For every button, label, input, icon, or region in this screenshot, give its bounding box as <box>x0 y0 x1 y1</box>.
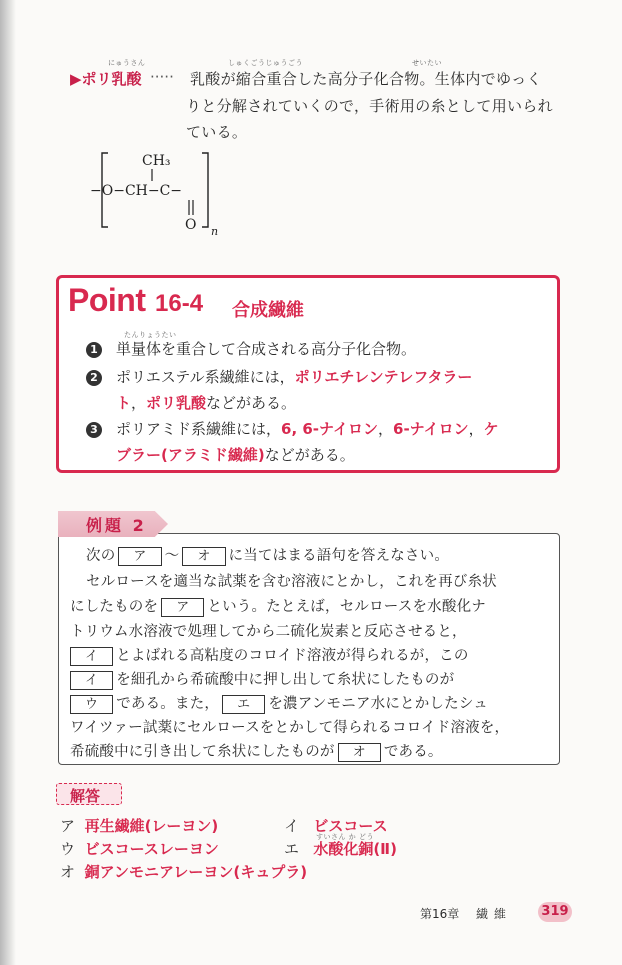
point-number: 16-4 <box>155 290 204 317</box>
point-item-3: 3 ポリアミド系繊維には，6, 6-ナイロン，6-ナイロン，ケ <box>86 418 499 439</box>
answer-o: オ 銅アンモニアレーヨン(キュプラ) <box>60 863 308 881</box>
blank-o: オ <box>182 547 225 566</box>
page-number: 319 <box>538 902 572 922</box>
answer-label: 解答 <box>70 787 101 805</box>
polylactic-acid-structure <box>90 145 250 240</box>
blank-i: イ <box>70 671 113 690</box>
ruby-suisankadou: すいさん か どう <box>316 833 374 841</box>
blank-e: エ <box>222 695 265 714</box>
example-label: 例題 2 <box>86 516 147 535</box>
point-item-3-cont: ブラー(アラミド繊維)などがある。 <box>116 446 355 464</box>
intro-line-2: りと分解されていくので，手術用の糸として用いられ <box>186 97 553 115</box>
footer-title: 繊維 <box>476 907 513 921</box>
example-line-3: にしたものを ア という。たとえば，セルロースを水酸化ナ <box>70 599 486 615</box>
answer-u: ウ ビスコースレーヨン <box>60 840 219 858</box>
blank-a: ア <box>161 598 204 617</box>
intro-line-3: ている。 <box>186 123 248 141</box>
blank-a: ア <box>118 547 161 566</box>
example-line-4: トリウム水溶液で処理してから二硫化炭素と反応させると， <box>70 624 467 640</box>
example-line-5: イ とよばれる高粘度のコロイド溶液が得られるが，この <box>70 644 469 666</box>
answer-i: イ ビスコース <box>284 817 388 835</box>
point-heading: Point <box>68 282 146 318</box>
point-item-2-cont: ト，ポリ乳酸などがある。 <box>116 394 297 412</box>
blank-o: オ <box>338 743 381 762</box>
example-line-8: ワイツァー試薬にセルロースをとかして得られるコロイド溶液を， <box>70 720 510 736</box>
ruby-nyusan: にゅうさん <box>108 59 146 67</box>
structure-n: n <box>211 225 219 238</box>
blank-u: ウ <box>70 695 113 714</box>
number-1-icon: 1 <box>86 342 102 358</box>
structure-carbonyl-o: O <box>185 217 197 233</box>
structure-ch3: CH₃ <box>142 153 171 169</box>
number-3-icon: 3 <box>86 422 102 438</box>
blank-i: イ <box>70 647 113 666</box>
structure-backbone: −O−CH−C− <box>90 183 183 199</box>
intro-term: ▶ポリ乳酸 <box>70 70 142 88</box>
point-item-2: 2 ポリエステル系繊維には，ポリエチレンテレフタラー <box>86 366 472 387</box>
ruby-tanryoutai: たんりょうたい <box>124 331 177 339</box>
number-2-icon: 2 <box>86 370 102 386</box>
example-line-9: 希硫酸中に引き出して糸状にしたものが オ である。 <box>70 744 443 760</box>
ruby-seitai: せいたい <box>412 59 442 67</box>
point-title: 合成繊維 <box>232 300 304 321</box>
intro-dots: ····· <box>150 68 174 86</box>
example-line-7: ウ である。また， エ を濃アンモニア水にとかしたシュ <box>70 692 488 714</box>
answer-a: ア 再生繊維(レーヨン) <box>60 817 219 835</box>
ruby-shukugou: しゅくごうじゅうごう <box>228 59 303 67</box>
example-line-2: セルロースを適当な試薬を含む溶液にとかし，これを再び糸状 <box>86 574 497 590</box>
page-gutter-shadow <box>0 0 16 965</box>
footer-chapter: 第16章 <box>420 907 460 921</box>
intro-line-1: 乳酸が縮合重合した高分子化合物。生体内でゆっく <box>190 70 542 88</box>
example-line-1: 次の ア 〜 オ に当てはまる語句を答えなさい。 <box>86 548 450 564</box>
answer-e: エ 水酸化銅(Ⅱ) <box>284 840 397 858</box>
example-line-6: イ を細孔から希硫酸中に押し出して糸状にしたものが <box>70 668 454 690</box>
point-item-1: 1 単量体を重合して合成される高分子化合物。 <box>86 338 416 359</box>
